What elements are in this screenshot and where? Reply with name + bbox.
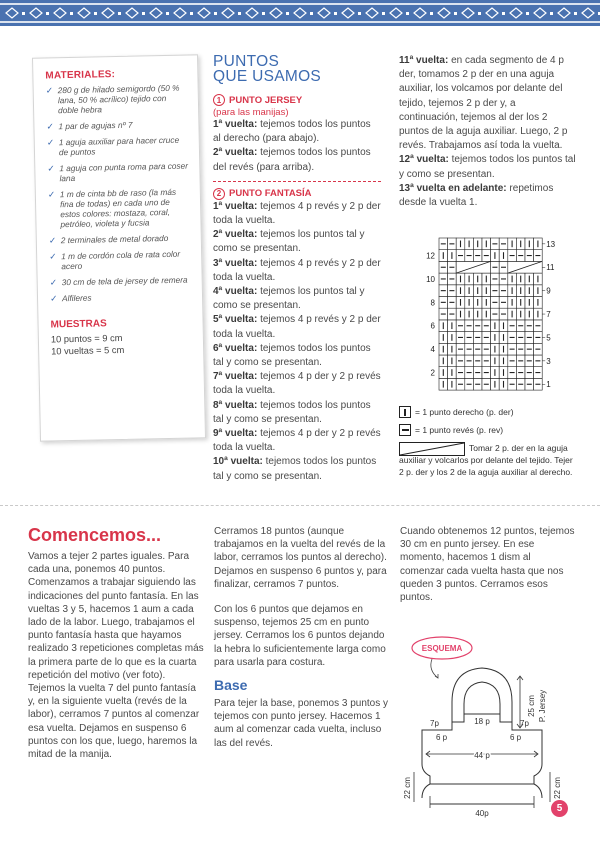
check-icon: ✓ — [49, 277, 58, 288]
side-left-label: 22 cm — [403, 777, 412, 799]
side-right-label: 22 cm — [553, 777, 562, 799]
chart-legend — [399, 406, 579, 478]
top-18p-label: 18 p — [474, 717, 490, 726]
instructions-text: Con los 6 puntos que dejamos en suspenso, tejemos 25 cm en punto jersey. Cerramos los 6 puntos dejando la hebra lo suficientemente larga como para usarla para costura. — [214, 604, 386, 668]
band-dot — [454, 12, 457, 15]
band-dot — [238, 12, 241, 15]
band-dot — [214, 12, 217, 15]
bag-schema-diagram — [400, 632, 576, 822]
cable-cross-symbol-icon — [399, 442, 465, 456]
check-icon: ✓ — [49, 251, 57, 262]
band-diamond — [582, 8, 594, 18]
chart-row-label: 5 — [546, 333, 551, 343]
materials-card — [32, 54, 206, 441]
band-diamond — [174, 8, 186, 18]
band-diamond — [222, 8, 234, 18]
handle-length-label: 25 cm — [527, 695, 536, 717]
material-item: ✓ 280 g de hilado semigordo (50 % lana, 50 % acrílico) tejido con doble hebra — [45, 82, 180, 116]
base-text: Para tejer la base, ponemos 3 puntos y tejemos con punto jersey. Hacemos 1 aum al comenzar cada vuelta, incluso las del revés. — [214, 698, 388, 749]
band-diamond — [102, 8, 114, 18]
samples-title: MUESTRAS — [50, 318, 107, 331]
stitches-title-line2: QUE USAMOS — [213, 68, 322, 85]
legend-knit: = 1 punto derecho (p. der) — [399, 406, 579, 418]
jersey-heading — [213, 94, 381, 106]
band-dot — [262, 12, 265, 15]
chart-row-label: 8 — [430, 298, 435, 308]
chart-row-label: 10 — [426, 274, 435, 284]
chart-row-label: 11 — [546, 263, 555, 273]
chart-row-label: 6 — [430, 321, 435, 331]
band-diamond — [150, 8, 162, 18]
instructions-text: Cuando obtenemos 12 puntos, tejemos 30 cm en punto jersey. En ese momento, hacemos 1 dism al comenzar cada vuelta hasta que nos queden 3 puntos. Cerramos esos puntos. — [400, 526, 575, 604]
fantasia-title: PUNTO FANTASÍA — [229, 188, 312, 200]
fantasia-row: 10ª vuelta: tejemos todos los puntos tal y como se presentan. — [213, 456, 377, 482]
material-item: ✓ 1 m de cordón cola de rata color acero — [49, 248, 181, 272]
band-diamond — [246, 8, 258, 18]
band-diamond — [54, 8, 66, 18]
stitch-chart — [399, 234, 579, 399]
legend-cross: Tomar 2 p. der en la aguja auxiliar y volcarlos por delante del tejido. Tejer 2 p. der y los 2 de la aguja auxiliar al derecho. — [399, 443, 573, 477]
fantasia-heading — [213, 188, 381, 200]
fantasia-row: 5ª vuelta: tejemos 4 p revés y 2 p der toda la vuelta. — [213, 314, 381, 340]
band-dot — [430, 12, 433, 15]
band-diamond — [414, 8, 426, 18]
materials-title: MATERIALES: — [45, 69, 116, 82]
band-dot — [142, 12, 145, 15]
handle-stitch-label: P. Jersey — [538, 689, 547, 723]
bottom-40p-label: 40p — [475, 809, 489, 818]
band-diamond — [126, 8, 138, 18]
purl-symbol-icon — [399, 424, 411, 436]
band-diamond — [558, 8, 570, 18]
check-icon: ✓ — [47, 163, 55, 174]
check-icon: ✓ — [49, 293, 58, 304]
band-dot — [406, 12, 409, 15]
base-title: Base — [214, 677, 248, 694]
instructions-text: Cerramos 18 puntos (aunque trabajamos en la vuelta del revés de la labor, cerramos los puntos al derecho). Dejamos en suspenso 6 puntos y, para finalizar, cerramos 7 puntos. — [214, 526, 387, 590]
jersey-note: (para las manijas) — [213, 107, 289, 118]
bag-base-curve — [422, 784, 542, 798]
top-7p-right-label: 7p — [520, 719, 529, 728]
check-icon: ✓ — [46, 137, 55, 148]
handle-6p-right-label: 6 p — [510, 733, 522, 742]
band-dot — [550, 12, 553, 15]
chart-row-label: 7 — [546, 309, 551, 319]
instructions-col1 — [28, 525, 204, 761]
band-diamond — [30, 8, 42, 18]
continued-rows-column — [399, 54, 577, 390]
chart-row-label: 2 — [430, 368, 435, 378]
band-diamond — [366, 8, 378, 18]
band-dot — [502, 12, 505, 15]
chart-row-label: 4 — [430, 345, 435, 355]
section-divider — [0, 505, 600, 506]
band-dot — [286, 12, 289, 15]
band-dot — [526, 12, 529, 15]
fantasia-row: 7ª vuelta: tejemos 4 p der y 2 p revés toda la vuelta. — [213, 371, 381, 397]
material-item: ✓ 30 cm de tela de jersey de remera — [49, 274, 188, 288]
band-diamond — [510, 8, 522, 18]
top-pattern-band — [0, 0, 600, 26]
arrow-icon — [431, 659, 438, 678]
schema-badge: ESQUEMA — [421, 644, 463, 653]
band-dot — [70, 12, 73, 15]
sample-line: 10 vueltas = 5 cm — [51, 344, 125, 357]
check-icon: ✓ — [45, 85, 54, 96]
jersey-row: 2ª vuelta: tejemos todos los puntos del revés (para arriba). — [213, 147, 371, 173]
stitches-title-line1: PUNTOS — [213, 53, 280, 70]
fantasia-row: 6ª vuelta: tejemos todos los puntos tal y como se presentan. — [213, 342, 371, 369]
band-diamond — [462, 8, 474, 18]
band-diamond — [438, 8, 450, 18]
sample-line: 10 puntos = 9 cm — [50, 332, 123, 345]
handle-inner — [464, 682, 500, 714]
chart-row-label: 1 — [546, 380, 551, 390]
fantasia-row: 9ª vuelta: tejemos 4 p der y 2 p revés toda la vuelta. — [213, 428, 381, 454]
page-number: 5 — [551, 800, 568, 817]
chart-row-label: 13 — [546, 239, 556, 249]
fantasia-row: 1ª vuelta: tejemos 4 p revés y 2 p der toda la vuelta. — [213, 200, 381, 227]
instructions-col2 — [214, 525, 392, 750]
band-dot — [94, 12, 97, 15]
legend-purl: = 1 punto revés (p. rev) — [399, 424, 579, 436]
fantasia-row: 12ª vuelta: tejemos todos los puntos tal y como se presentan. — [399, 154, 576, 180]
band-diamond — [342, 8, 354, 18]
band-dot — [478, 12, 481, 15]
check-icon: ✓ — [47, 189, 56, 200]
band-diamond — [318, 8, 330, 18]
band-diamond — [534, 8, 546, 18]
chart-row-label: 3 — [546, 356, 551, 366]
band-dot — [118, 12, 121, 15]
material-item: ✓ 1 par de agujas nº 7 — [46, 119, 133, 132]
knit-symbol-icon — [399, 406, 411, 418]
band-dot — [382, 12, 385, 15]
width-44p-label: 44 p — [474, 751, 490, 760]
fantasia-row: 13ª vuelta en adelante: repetimos desde la vuelta 1. — [399, 182, 554, 209]
fantasia-row: 8ª vuelta: tejemos todos los puntos tal y como se presentan. — [213, 399, 371, 425]
instructions-col3 — [400, 525, 576, 604]
band-diamond — [486, 8, 498, 18]
band-dot — [358, 12, 361, 15]
band-dot — [166, 12, 169, 15]
check-icon: ✓ — [46, 121, 55, 132]
band-dot — [574, 12, 577, 15]
band-diamond — [78, 8, 90, 18]
arrow-head-icon — [435, 674, 438, 678]
band-diamond — [294, 8, 306, 18]
band-dot — [22, 12, 25, 15]
number-circle: 2 — [213, 188, 225, 200]
fantasia-row: 11ª vuelta: en cada segmento de 4 p der, tomamos 2 p der en una aguja auxiliar, los volcamos por delante del tejido, tejemos 2 p der y, a continuación, tejemos al der los 2 puntos de la aguja auxiliar. Luego, 2 p revés. Trabajamos así toda la vuelta. — [399, 55, 568, 152]
band-pattern-icon — [0, 0, 600, 26]
band-diamond — [390, 8, 402, 18]
band-diamond — [270, 8, 282, 18]
band-dot — [310, 12, 313, 15]
jersey-title: PUNTO JERSEY — [229, 94, 303, 106]
material-item: ✓ 1 aguja auxiliar para hacer cruce de puntos — [46, 134, 180, 158]
band-dot — [334, 12, 337, 15]
material-item: ✓ 1 m de cinta bb de raso (la más fina de todas) en cada uno de estos colores: mostaza, coral, petróleo, violeta y fucsia — [47, 186, 177, 230]
top-7p-left-label: 7p — [430, 719, 439, 728]
stitches-column — [213, 54, 381, 484]
band-diamond — [198, 8, 210, 18]
fantasia-row: 2ª vuelta: tejemos los puntos tal y como se presentan. — [213, 229, 365, 255]
instructions-title: Comencemos... — [28, 525, 162, 545]
chart-row-label: 9 — [546, 286, 551, 296]
band-diamond — [6, 8, 18, 18]
materials-list — [46, 83, 193, 304]
instructions-text: Vamos a tejer 2 partes iguales. Para cada una, ponemos 40 puntos. Comenzamos a trabajar siguiendo las indicaciones del punto fantasía. En las vueltas 3 y 5, hacemos 1 aum a cada lado de la labor. Luego, trabajamos el punto fantasía hasta que hayamos realizado 3 repeticiones completas más la primera parte de lo que es la cuarta repetición del motivo (ver foto). Tejemos la vuelta 7 del punto fantasía y, en la siguiente vuelta (revés de la labor), cerramos 7 puntos al comenzar esa vuelta. Dejamos en suspenso 6 puntos con los que, luego, haremos la mitad de la manija. — [28, 551, 204, 761]
fantasia-row: 3ª vuelta: tejemos 4 p revés y 2 p der toda la vuelta. — [213, 257, 381, 283]
material-item: ✓ 2 terminales de metal dorado — [48, 232, 169, 246]
band-dot — [190, 12, 193, 15]
material-item: ✓ 1 aguja con punta roma para coser lana — [47, 160, 189, 184]
chart-row-label: 12 — [426, 251, 435, 261]
handle-6p-left-label: 6 p — [436, 733, 448, 742]
stitch-chart-svg — [399, 234, 579, 394]
jersey-row: 1ª vuelta: tejemos todos los puntos al derecho (para abajo). — [213, 119, 371, 145]
number-circle: 1 — [213, 94, 225, 106]
section-divider — [213, 181, 381, 182]
material-item: ✓ Alfileres — [49, 292, 92, 304]
band-dot — [46, 12, 49, 15]
check-icon: ✓ — [48, 235, 57, 246]
fantasia-row: 4ª vuelta: tejemos los puntos tal y como se presentan. — [213, 286, 365, 312]
